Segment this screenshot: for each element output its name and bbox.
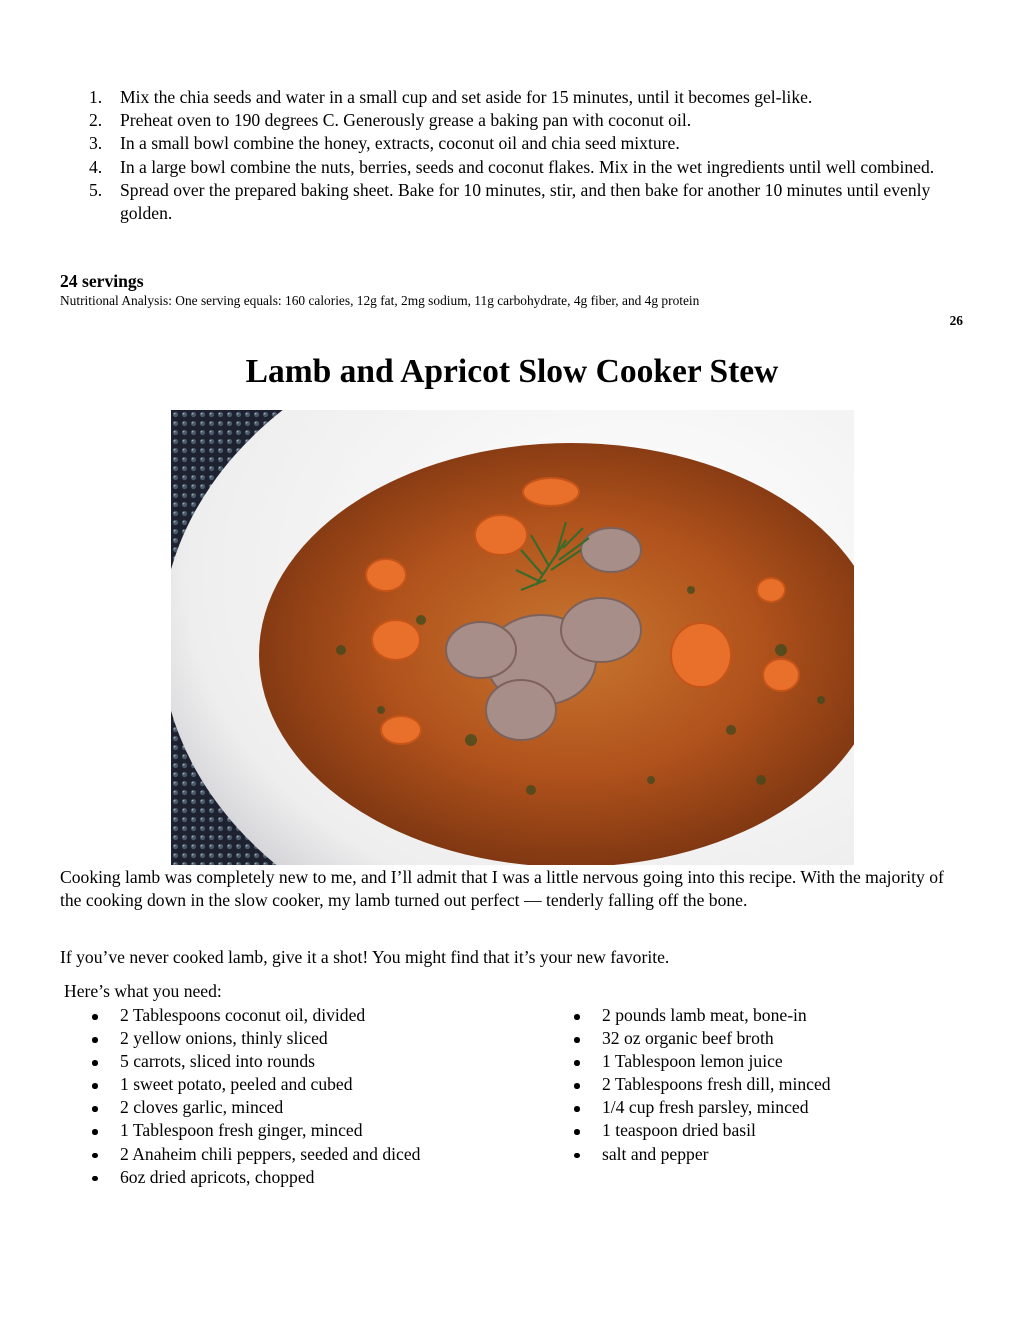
intro-paragraph: Cooking lamb was completely new to me, and I’ll admit that I was a little nervous going into this recipe. With the majority of the cooking down in the slow cooker, my lamb turned out perfect — tenderly falling off the bone. — [60, 867, 944, 911]
ingredient-item — [90, 1073, 420, 1096]
step-number: 2. — [89, 110, 103, 131]
step-text: In a large bowl combine the nuts, berries, seeds and coconut flakes. Mix in the wet ingredients until well combined. — [120, 156, 935, 177]
bullet-icon — [92, 1176, 98, 1182]
instruction-step — [82, 132, 982, 155]
ingredient-item — [572, 1027, 831, 1050]
recipe-title: Lamb and Apricot Slow Cooker Stew — [245, 353, 779, 390]
bullet-icon — [92, 1037, 98, 1043]
ingredient-item — [572, 1004, 831, 1027]
bullet-icon — [574, 1153, 580, 1159]
ingredient-item — [90, 1143, 420, 1166]
ingredient-item — [572, 1073, 831, 1096]
step-text: Preheat oven to 190 degrees C. Generously grease a baking pan with coconut oil. — [120, 110, 692, 131]
bullet-icon — [574, 1083, 580, 1089]
ingredients-heading: Here’s what you need: — [64, 981, 222, 1001]
ingredient-text: salt and pepper — [602, 1143, 709, 1164]
bullet-icon — [92, 1153, 98, 1159]
instruction-steps — [82, 86, 982, 225]
step-text: In a small bowl combine the honey, extracts, coconut oil and chia seed mixture. — [120, 133, 680, 154]
ingredients-list-right — [572, 1004, 831, 1166]
ingredient-item — [572, 1050, 831, 1073]
bullet-icon — [574, 1129, 580, 1135]
ingredient-text: 1 Tablespoon lemon juice — [602, 1051, 783, 1072]
ingredient-item — [90, 1096, 420, 1119]
ingredient-item — [572, 1143, 831, 1166]
bullet-icon — [574, 1014, 580, 1020]
stew-illustration — [171, 410, 854, 865]
ingredient-text: 1 teaspoon dried basil — [602, 1120, 756, 1141]
ingredient-text: 2 Tablespoons fresh dill, minced — [602, 1074, 831, 1095]
ingredient-text: 5 carrots, sliced into rounds — [120, 1051, 315, 1072]
ingredient-text: 1 Tablespoon fresh ginger, minced — [120, 1120, 363, 1141]
ingredient-text: 32 oz organic beef broth — [602, 1028, 774, 1049]
instruction-step — [82, 179, 982, 225]
instruction-step — [82, 156, 982, 179]
ingredient-item — [572, 1096, 831, 1119]
instruction-step — [82, 86, 982, 109]
step-number: 4. — [89, 156, 103, 177]
ingredient-text: 1/4 cup fresh parsley, minced — [602, 1097, 809, 1118]
bullet-icon — [574, 1037, 580, 1043]
ingredient-text: 2 yellow onions, thinly sliced — [120, 1028, 328, 1049]
ingredient-item — [572, 1119, 831, 1142]
ingredient-text: 6oz dried apricots, chopped — [120, 1166, 315, 1187]
step-text: Mix the chia seeds and water in a small cup and set aside for 15 minutes, until it becomes gel-like. — [120, 87, 813, 107]
bullet-icon — [574, 1106, 580, 1112]
page-number: 26 — [949, 313, 963, 328]
bullet-icon — [92, 1106, 98, 1112]
bullet-icon — [92, 1083, 98, 1089]
step-number: 1. — [89, 87, 103, 107]
stew-photo — [171, 410, 854, 865]
ingredient-text: 2 Anaheim chili peppers, seeded and diced — [120, 1143, 421, 1164]
bullet-icon — [92, 1060, 98, 1066]
ingredients-list-left — [90, 1004, 420, 1189]
step-number: 5. — [89, 179, 103, 200]
ingredient-text: 1 sweet potato, peeled and cubed — [120, 1074, 353, 1095]
ingredient-item — [90, 1004, 420, 1027]
ingredient-text: 2 Tablespoons coconut oil, divided — [120, 1005, 366, 1025]
step-number: 3. — [89, 133, 103, 154]
step-text: Spread over the prepared baking sheet. Bake for 10 minutes, stir, and then bake for another 10 minutes until evenly golden. — [120, 179, 931, 224]
bullet-icon — [574, 1060, 580, 1066]
ingredient-item — [90, 1166, 420, 1189]
nutrition-analysis: Nutritional Analysis: One serving equals: 160 calories, 12g fat, 2mg sodium, 11g carbohydrate, 4g fiber, and 4g protein — [60, 293, 700, 308]
servings-label: 24 servings — [60, 271, 144, 291]
bullet-icon — [92, 1014, 98, 1020]
ingredient-text: 2 pounds lamb meat, bone-in — [602, 1005, 807, 1025]
instruction-step — [82, 109, 982, 132]
bullet-icon — [92, 1129, 98, 1135]
ingredient-item — [90, 1027, 420, 1050]
ingredient-text: 2 cloves garlic, minced — [120, 1097, 284, 1118]
ingredient-item — [90, 1119, 420, 1142]
ingredient-item — [90, 1050, 420, 1073]
encouragement-paragraph: If you’ve never cooked lamb, give it a shot! You might find that it’s your new favorite. — [60, 947, 670, 967]
